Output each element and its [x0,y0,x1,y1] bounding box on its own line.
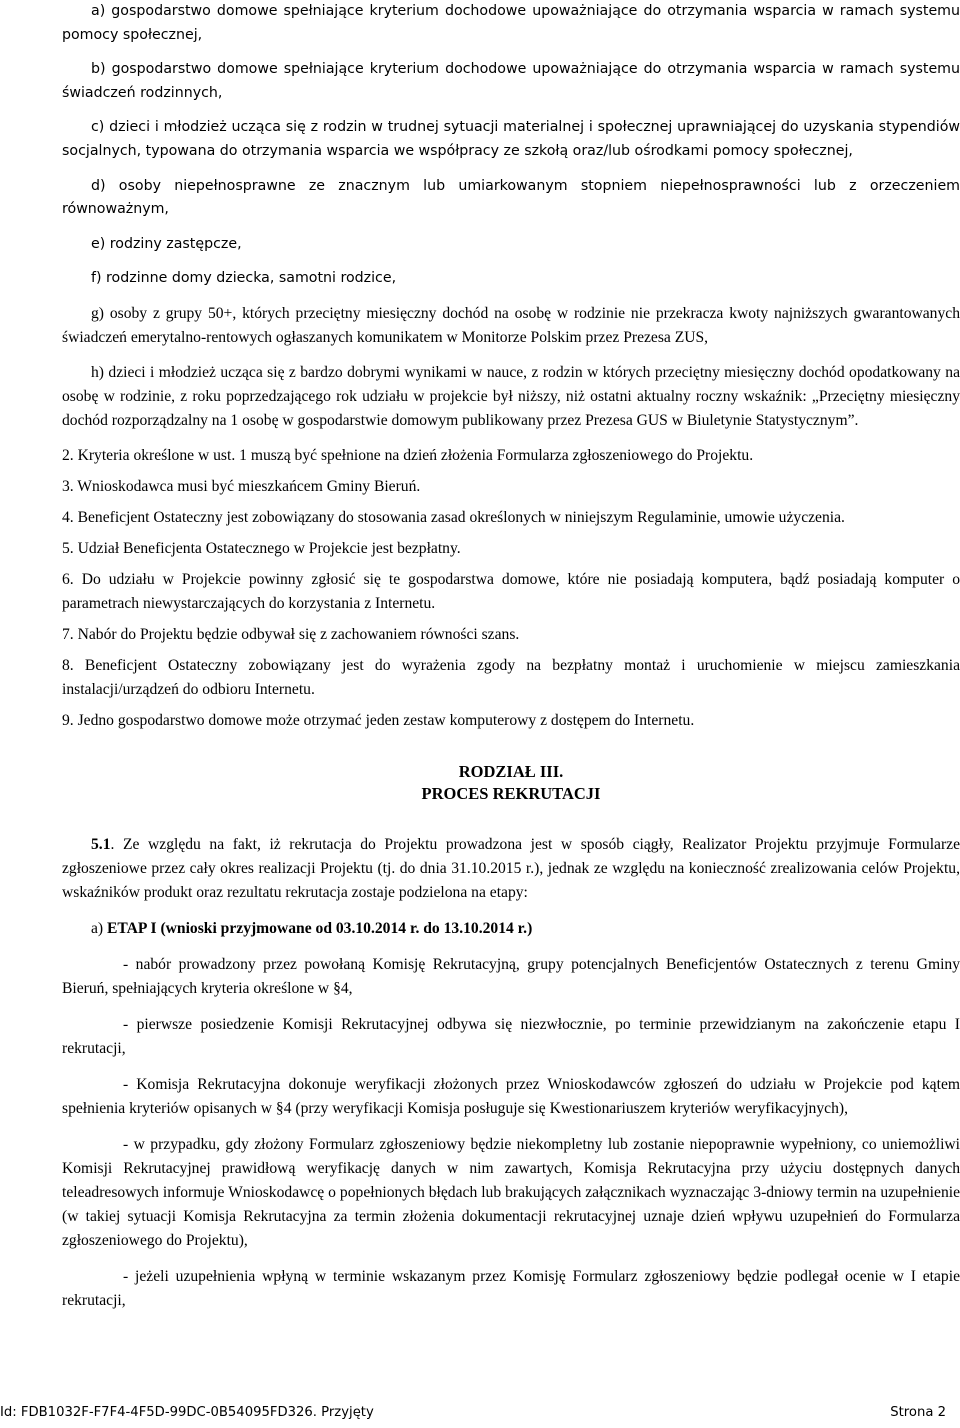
point-5: 5. Udział Beneficjenta Ostatecznego w Projekcie jest bezpłatny. [62,539,461,557]
point-2: 2. Kryteria określone w ust. 1 muszą być spełnione na dzień złożenia Formularza zgłoszeniowego do Projektu. [62,446,754,464]
stage-step-4: - w przypadku, gdy złożony Formularz zgłoszeniowy będzie niekompletny lub zostanie niepoprawnie wypełniony, co uniemożliwi Komisji Rekrutacyjnej prawidłową weryfikację danych w nim zawartych, Komisja Rekrutacyjna przy użyciu dostępnych danych teleadresowych informuje Wnioskodawcę o popełnionych błędach lub brakujących załącznikach wyznaczając 3-dniowy termin na uzupełnienie (w takiej sytuacji Komisja Rekrutacyjna za termin złożenia dokumentacji rekrutacyjnej uznaje dzień wpływu uzupełnień do Formularza zgłoszeniowego do Projektu), [62,1135,960,1249]
point-3: 3. Wnioskodawca musi być mieszkańcem Gminy Bieruń. [62,477,421,495]
page-number: Strona 2 [890,1405,946,1420]
document-page [62,0,960,1313]
chapter-number: RODZIAŁ III. [458,761,564,781]
document-id: Id: FDB1032F-F7F4-4F5D-99DC-0B54095FD326. Przyjęty [0,1405,374,1420]
point-9: 9. Jedno gospodarstwo domowe może otrzymać jeden zestaw komputerowy z dostępem do Internetu. [62,711,695,729]
point-7: 7. Nabór do Projektu będzie odbywał się z zachowaniem równości szans. [62,625,520,643]
stage-heading [62,917,960,941]
point-4: 4. Beneficjent Ostateczny jest zobowiązany do stosowania zasad określonych w niniejszym Regulaminie, umowie użyczenia. [62,508,845,526]
section-text: . Ze względu na fakt, iż rekrutacja do Projektu prowadzona jest w sposób ciągły, Realizator Projektu przyjmuje Formularze zgłoszeniowe przez cały okres realizacji Projektu (tj. do dnia 31.10.2015 r.), jednak ze względu na konieczność zrealizowania celów Projektu, wskaźników produkt oraz rezultatu rekrutacja zostaje podzielona na etapy: [62,835,960,901]
section-number: 5.1 [91,835,111,853]
criteria-item-b: b) gospodarstwo domowe spełniające kryterium dochodowe upoważniające do otrzymania wsparcia w ramach systemu świadczeń rodzinnych, [62,61,960,101]
criteria-item-e: e) rodziny zastępcze, [91,235,242,252]
stage-step-5: - jeżeli uzupełnienia wpłyną w terminie wskazanym przez Komisję Formularz zgłoszeniowy będzie podlegał ocenie w I etapie rekrutacji, [62,1267,960,1309]
stage-step-1: - nabór prowadzony przez powołaną Komisję Rekrutacyjną, grupy potencjalnych Beneficjentów Ostatecznych z terenu Gminy Bieruń, spełniających kryteria określone w §4, [62,955,960,997]
criteria-item-g: g) osoby z grupy 50+, których przeciętny miesięczny dochód na osobę w rodzinie nie przekracza kwoty najniższych gwarantowanych świadczeń emerytalno-rentowych ogłaszanych komunikatem w Monitorze Polskim przez Prezesa ZUS, [62,304,960,346]
point-8: 8. Beneficjent Ostateczny zobowiązany jest do wyrażenia zgody na bezpłatny montaż i uruchomienie w miejscu zamieszkania instalacji/urządzeń do odbioru Internetu. [62,656,960,698]
criteria-item-h: h) dzieci i młodzież ucząca się z bardzo dobrymi wynikami w nauce, z rodzin w których przeciętny miesięczny dochód opodatkowany na osobę w rodzinie, z roku poprzedzającego rok udziału w projekcie był niższy, niż ostatni aktualny roczny wskaźnik: „Przeciętny miesięczny dochód rozporządzalny na 1 osobę w gospodarstwie domowym publikowany przez Prezesa GUS w Biuletynie Statystycznym”. [62,363,960,429]
stage-title: ETAP I (wnioski przyjmowane od 03.10.2014 r. do 13.10.2014 r.) [107,919,533,937]
section-5-1 [62,833,960,905]
point-6: 6. Do udziału w Projekcie powinny zgłosić się te gospodarstwa domowe, które nie posiadają komputera, bądź posiadają komputer o parametrach niewystarczających do korzystania z Internetu. [62,570,960,612]
chapter-heading [62,761,960,805]
criteria-item-a: a) gospodarstwo domowe spełniające kryterium dochodowe upoważniające do otrzymania wsparcia w ramach systemu pomocy społecznej, [62,3,960,43]
stage-step-3: - Komisja Rekrutacyjna dokonuje weryfikacji złożonych przez Wnioskodawców zgłoszeń do udziału w Projekcie pod kątem spełnienia kryteriów opisanych w §4 (przy weryfikacji Komisja posługuje się Kwestionariuszem kryteriów weryfikacyjnych), [62,1075,960,1117]
criteria-item-d: d) osoby niepełnosprawne ze znacznym lub umiarkowanym stopniem niepełnosprawności lub z orzeczeniem równoważnym, [62,177,960,218]
stage-prefix: a) [91,919,108,937]
criteria-item-c: c) dzieci i młodzież ucząca się z rodzin w trudnej sytuacji materialnej i społecznej uprawniającej do uzyskania stypendiów socjalnych, typowana do otrzymania wsparcia we współpracy ze szkołą oraz/lub ośrodkami pomocy społecznej, [62,119,960,159]
criteria-item-f: f) rodzinne domy dziecka, samotni rodzice, [91,270,397,287]
stage-step-2: - pierwsze posiedzenie Komisji Rekrutacyjnej odbywa się niezwłocznie, po terminie przewidzianym na zakończenie etapu I rekrutacji, [62,1015,960,1057]
chapter-title: PROCES REKRUTACJI [421,783,601,803]
